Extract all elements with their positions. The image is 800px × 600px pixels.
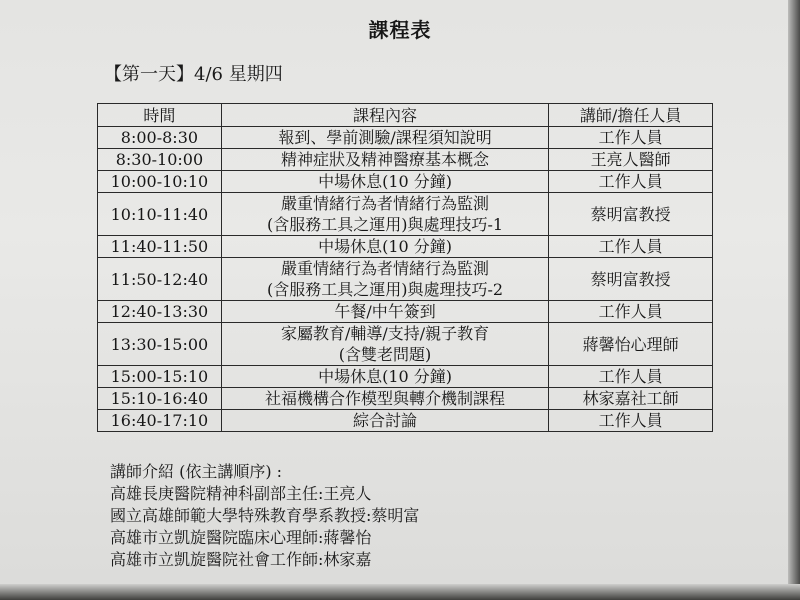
teacher-cell: 蔡明富教授 xyxy=(549,258,713,301)
content-cell xyxy=(221,236,548,258)
time-cell: 10:00-10:10 xyxy=(98,171,222,193)
content-cell xyxy=(221,366,548,388)
teacher-cell: 工作人員 xyxy=(549,171,713,193)
teacher-cell: 蔣馨怡心理師 xyxy=(549,323,713,366)
instructor-line: 高雄市立凱旋醫院臨床心理師:蔣馨怡 xyxy=(110,528,372,547)
table-row xyxy=(98,171,713,193)
schedule-body xyxy=(98,127,713,432)
content-cell xyxy=(221,149,548,171)
instructor-line: 國立高雄師範大學特殊教育學系教授:蔡明富 xyxy=(110,506,420,525)
instructor-list xyxy=(110,483,419,571)
time-cell: 15:10-16:40 xyxy=(98,388,222,410)
content-line: 精神症狀及精神醫療基本概念 xyxy=(281,150,490,169)
table-row xyxy=(98,388,713,410)
content-line: 中場休息(10 分鐘) xyxy=(318,172,453,191)
time-cell: 8:30-10:00 xyxy=(98,149,222,171)
page-shadow-bottom xyxy=(0,584,800,600)
day-header: 【第一天】4/6 星期四 xyxy=(104,64,283,85)
page-title: 課程表 xyxy=(368,18,432,42)
column-header-content: 課程內容 xyxy=(221,104,548,127)
time-cell: 12:40-13:30 xyxy=(98,301,222,323)
teacher-cell: 林家嘉社工師 xyxy=(549,388,713,410)
content-line: (含雙老問題) xyxy=(338,345,432,364)
table-header-row xyxy=(98,104,713,127)
content-line: 午餐/中午簽到 xyxy=(334,302,436,321)
table-row xyxy=(98,193,713,236)
content-line: (含服務工具之運用)與處理技巧-2 xyxy=(267,280,504,299)
teacher-cell: 王亮人醫師 xyxy=(549,149,713,171)
content-cell xyxy=(221,193,548,236)
content-line: 社福機構合作模型與轉介機制課程 xyxy=(265,389,506,408)
content-line: 嚴重情緒行為者情緒行為監測 xyxy=(281,194,490,213)
time-cell: 11:50-12:40 xyxy=(98,258,222,301)
content-line: 嚴重情緒行為者情緒行為監測 xyxy=(281,259,490,278)
column-header-teacher: 講師/擔任人員 xyxy=(549,104,713,127)
teacher-cell: 工作人員 xyxy=(549,301,713,323)
content-line: 報到、學前測驗/課程須知說明 xyxy=(278,128,492,147)
content-line: 中場休息(10 分鐘) xyxy=(318,367,453,386)
page-shadow-right xyxy=(788,0,800,600)
table-row xyxy=(98,149,713,171)
content-cell xyxy=(221,171,548,193)
time-cell: 8:00-8:30 xyxy=(98,127,222,149)
content-cell xyxy=(221,258,548,301)
teacher-cell: 工作人員 xyxy=(549,410,713,432)
teacher-cell: 工作人員 xyxy=(549,236,713,258)
content-line: 中場休息(10 分鐘) xyxy=(318,237,453,256)
content-cell xyxy=(221,323,548,366)
column-header-time: 時間 xyxy=(98,104,222,127)
table-row xyxy=(98,366,713,388)
table-row xyxy=(98,410,713,432)
content-cell xyxy=(221,301,548,323)
instructor-line: 高雄長庚醫院精神科副部主任:王亮人 xyxy=(110,484,372,503)
instructor-intro xyxy=(110,461,419,571)
instructor-intro-heading: 講師介紹 (依主講順序) : xyxy=(110,462,283,481)
content-line: 家屬教育/輔導/支持/親子教育 xyxy=(280,324,490,343)
table-row xyxy=(98,236,713,258)
content-cell xyxy=(221,388,548,410)
time-cell: 15:00-15:10 xyxy=(98,366,222,388)
content-line: (含服務工具之運用)與處理技巧-1 xyxy=(267,215,504,234)
teacher-cell: 蔡明富教授 xyxy=(549,193,713,236)
teacher-cell: 工作人員 xyxy=(549,127,713,149)
table-row xyxy=(98,301,713,323)
table-row xyxy=(98,127,713,149)
time-cell: 13:30-15:00 xyxy=(98,323,222,366)
content-line: 綜合討論 xyxy=(353,411,418,430)
schedule-table xyxy=(97,103,713,432)
time-cell: 16:40-17:10 xyxy=(98,410,222,432)
time-cell: 10:10-11:40 xyxy=(98,193,222,236)
table-row xyxy=(98,323,713,366)
table-row xyxy=(98,258,713,301)
content-cell xyxy=(221,410,548,432)
teacher-cell: 工作人員 xyxy=(549,366,713,388)
content-cell xyxy=(221,127,548,149)
time-cell: 11:40-11:50 xyxy=(98,236,222,258)
instructor-line: 高雄市立凱旋醫院社會工作師:林家嘉 xyxy=(110,550,372,569)
